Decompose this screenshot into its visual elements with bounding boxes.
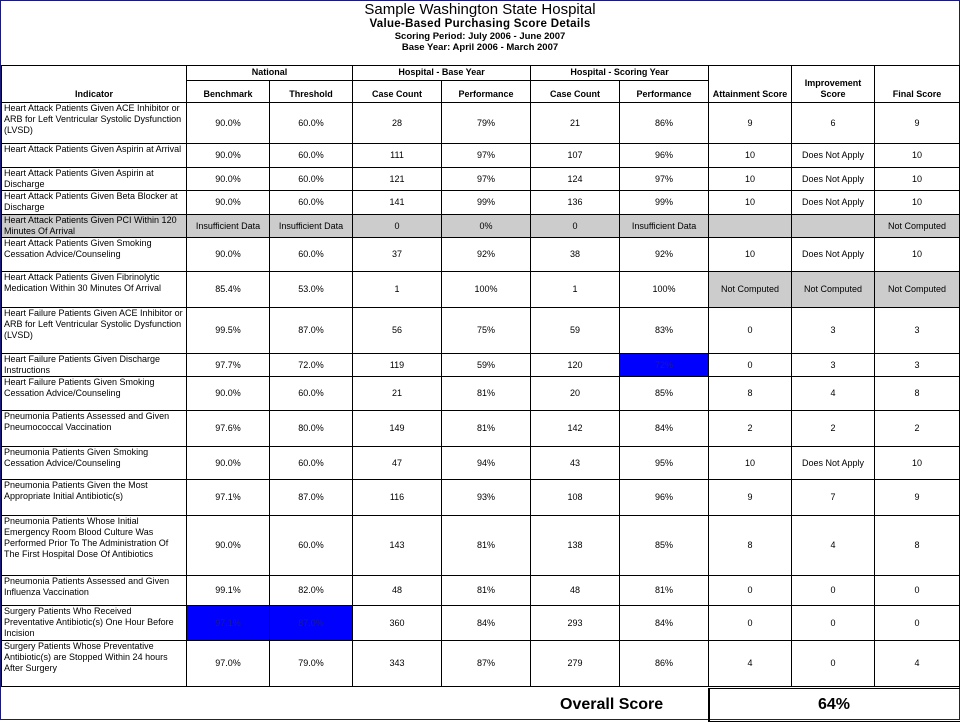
base-count-cell: 360 (353, 606, 442, 641)
scoring-performance-cell: 84% (620, 411, 709, 447)
final-score-cell: Not Computed (875, 272, 960, 308)
threshold-cell: 60.0% (270, 447, 353, 480)
scoring-performance-header: Performance (620, 81, 709, 103)
indicator-cell: Pneumonia Patients Whose Initial Emergency Room Blood Culture Was Performed Prior To The Administration Of The First Hospital Dose Of Antibiotics (2, 516, 187, 576)
improvement-cell: Does Not Apply (792, 168, 875, 191)
base-count-cell: 0 (353, 215, 442, 238)
table-row (2, 191, 960, 215)
scoring-performance-cell: 99% (620, 191, 709, 215)
final-score-cell: 10 (875, 144, 960, 168)
scoring-count-cell: 120 (531, 354, 620, 377)
attainment-score-header: Attainment Score (709, 66, 792, 103)
attainment-cell: 0 (709, 354, 792, 377)
hospital-scoring-year-header: Hospital - Scoring Year (531, 66, 709, 81)
indicator-cell: Surgery Patients Who Received Preventative Antibiotic(s) One Hour Before Incision (2, 606, 187, 641)
table-row (2, 411, 960, 447)
attainment-cell: 2 (709, 411, 792, 447)
improvement-cell: Does Not Apply (792, 447, 875, 480)
improvement-cell: 4 (792, 516, 875, 576)
scoring-count-cell: 43 (531, 447, 620, 480)
base-performance-cell: 81% (442, 576, 531, 606)
base-performance-cell: 99% (442, 191, 531, 215)
scoring-performance-cell: 86% (620, 641, 709, 687)
report-subtitle: Value-Based Purchasing Score Details (369, 18, 591, 30)
final-score-cell: 10 (875, 238, 960, 272)
table-row (2, 103, 960, 144)
improvement-cell (792, 215, 875, 238)
threshold-cell: 87.0% (270, 606, 353, 641)
scoring-count-cell: 138 (531, 516, 620, 576)
attainment-cell: 10 (709, 447, 792, 480)
base-count-cell: 121 (353, 168, 442, 191)
base-count-cell: 56 (353, 308, 442, 354)
threshold-cell: 82.0% (270, 576, 353, 606)
final-score-cell: 8 (875, 516, 960, 576)
scoring-performance-cell: 96% (620, 144, 709, 168)
scoring-period: Scoring Period: July 2006 - June 2007 (394, 31, 566, 42)
indicator-cell: Heart Failure Patients Given ACE Inhibitor or ARB for Left Ventricular Systolic Dysfunction (LVSD) (2, 308, 187, 354)
table-row (2, 447, 960, 480)
table-row (2, 215, 960, 238)
base-performance-cell: 0% (442, 215, 531, 238)
scoring-performance-cell: 85% (620, 377, 709, 411)
base-performance-cell: 93% (442, 480, 531, 516)
indicator-cell: Heart Attack Patients Given Beta Blocker at Discharge (2, 191, 187, 215)
scoring-count-cell: 59 (531, 308, 620, 354)
base-year: Base Year: April 2006 - March 2007 (401, 42, 559, 53)
threshold-cell: 87.0% (270, 480, 353, 516)
table-row (2, 308, 960, 354)
improvement-cell: 7 (792, 480, 875, 516)
indicator-cell: Heart Attack Patients Given Fibrinolytic Medication Within 30 Minutes Of Arrival (2, 272, 187, 308)
hospital-base-year-header: Hospital - Base Year (353, 66, 531, 81)
scoring-case-count-header: Case Count (531, 81, 620, 103)
base-performance-cell: 81% (442, 411, 531, 447)
base-performance-cell: 81% (442, 516, 531, 576)
score-table (1, 65, 960, 687)
scoring-count-cell: 279 (531, 641, 620, 687)
indicator-cell: Pneumonia Patients Given Smoking Cessation Advice/Counseling (2, 447, 187, 480)
indicator-cell: Heart Attack Patients Given ACE Inhibitor or ARB for Left Ventricular Systolic Dysfunction (LVSD) (2, 103, 187, 144)
base-count-cell: 143 (353, 516, 442, 576)
base-count-cell: 119 (353, 354, 442, 377)
improvement-cell: 3 (792, 308, 875, 354)
improvement-cell: 0 (792, 606, 875, 641)
final-score-cell: 8 (875, 377, 960, 411)
indicator-header: Indicator (2, 66, 187, 103)
scoring-performance-cell: 85% (620, 516, 709, 576)
benchmark-cell: 97.7% (187, 354, 270, 377)
final-score-cell: Not Computed (875, 215, 960, 238)
table-row (2, 516, 960, 576)
attainment-cell: 0 (709, 308, 792, 354)
base-case-count-header: Case Count (353, 81, 442, 103)
attainment-cell: 0 (709, 576, 792, 606)
threshold-cell: Insufficient Data (270, 215, 353, 238)
attainment-cell: 8 (709, 377, 792, 411)
improvement-cell: 6 (792, 103, 875, 144)
overall-score-value: 64% (817, 696, 851, 713)
improvement-cell: Does Not Apply (792, 238, 875, 272)
final-score-header: Final Score (875, 66, 960, 103)
overall-score-label: Overall Score (560, 696, 664, 713)
scoring-performance-cell: 100% (620, 272, 709, 308)
table-row (2, 606, 960, 641)
final-score-cell: 4 (875, 641, 960, 687)
scoring-performance-cell: 92% (620, 238, 709, 272)
threshold-cell: 79.0% (270, 641, 353, 687)
scoring-performance-cell: 96% (620, 480, 709, 516)
indicator-cell: Heart Attack Patients Given Aspirin at Arrival (2, 144, 187, 168)
base-count-cell: 37 (353, 238, 442, 272)
improvement-score-header: Improvement Score (792, 66, 875, 103)
threshold-header: Threshold (270, 81, 353, 103)
base-count-cell: 48 (353, 576, 442, 606)
scoring-count-cell: 38 (531, 238, 620, 272)
threshold-cell: 87.0% (270, 308, 353, 354)
base-performance-cell: 97% (442, 144, 531, 168)
indicator-cell: Heart Attack Patients Given Aspirin at Discharge (2, 168, 187, 191)
threshold-cell: 60.0% (270, 377, 353, 411)
indicator-cell: Heart Failure Patients Given Smoking Cessation Advice/Counseling (2, 377, 187, 411)
table-row (2, 576, 960, 606)
improvement-cell: Does Not Apply (792, 191, 875, 215)
threshold-cell: 60.0% (270, 191, 353, 215)
benchmark-cell: 90.0% (187, 144, 270, 168)
base-performance-cell: 75% (442, 308, 531, 354)
attainment-cell (709, 215, 792, 238)
base-performance-cell: 94% (442, 447, 531, 480)
base-performance-cell: 79% (442, 103, 531, 144)
indicator-cell: Pneumonia Patients Given the Most Appropriate Initial Antibiotic(s) (2, 480, 187, 516)
attainment-cell: 10 (709, 238, 792, 272)
national-header: National (187, 66, 353, 81)
threshold-cell: 80.0% (270, 411, 353, 447)
improvement-cell: 3 (792, 354, 875, 377)
benchmark-cell: 97.0% (187, 641, 270, 687)
benchmark-header: Benchmark (187, 81, 270, 103)
improvement-cell: Does Not Apply (792, 144, 875, 168)
table-row (2, 168, 960, 191)
final-score-cell: 0 (875, 576, 960, 606)
base-count-cell: 141 (353, 191, 442, 215)
base-performance-cell: 59% (442, 354, 531, 377)
base-performance-cell: 97% (442, 168, 531, 191)
attainment-cell: 10 (709, 144, 792, 168)
scoring-count-cell: 124 (531, 168, 620, 191)
threshold-cell: 60.0% (270, 103, 353, 144)
base-count-cell: 111 (353, 144, 442, 168)
indicator-cell: Heart Attack Patients Given PCI Within 120 Minutes Of Arrival (2, 215, 187, 238)
base-performance-header: Performance (442, 81, 531, 103)
scoring-count-cell: 1 (531, 272, 620, 308)
attainment-cell: 10 (709, 168, 792, 191)
scoring-count-cell: 21 (531, 103, 620, 144)
scoring-count-cell: 20 (531, 377, 620, 411)
table-row (2, 354, 960, 377)
attainment-cell: 9 (709, 480, 792, 516)
scoring-performance-cell: 81% (620, 576, 709, 606)
benchmark-cell: 97.1% (187, 606, 270, 641)
benchmark-cell: 90.0% (187, 377, 270, 411)
benchmark-cell: 90.0% (187, 103, 270, 144)
improvement-cell: 0 (792, 641, 875, 687)
improvement-cell: 2 (792, 411, 875, 447)
benchmark-cell: 90.0% (187, 168, 270, 191)
indicator-cell: Pneumonia Patients Assessed and Given Pneumococcal Vaccination (2, 411, 187, 447)
final-score-cell: 0 (875, 606, 960, 641)
base-count-cell: 28 (353, 103, 442, 144)
base-performance-cell: 81% (442, 377, 531, 411)
indicator-cell: Heart Attack Patients Given Smoking Cessation Advice/Counseling (2, 238, 187, 272)
final-score-cell: 3 (875, 354, 960, 377)
benchmark-cell: 90.0% (187, 516, 270, 576)
improvement-cell: 4 (792, 377, 875, 411)
scoring-performance-cell: 95% (620, 447, 709, 480)
benchmark-cell: 90.0% (187, 238, 270, 272)
base-performance-cell: 87% (442, 641, 531, 687)
benchmark-cell: 90.0% (187, 447, 270, 480)
table-row (2, 641, 960, 687)
base-performance-cell: 84% (442, 606, 531, 641)
threshold-cell: 60.0% (270, 144, 353, 168)
final-score-cell: 10 (875, 191, 960, 215)
benchmark-cell: 90.0% (187, 191, 270, 215)
attainment-cell: 10 (709, 191, 792, 215)
benchmark-cell: 85.4% (187, 272, 270, 308)
attainment-cell: 0 (709, 606, 792, 641)
final-score-cell: 2 (875, 411, 960, 447)
improvement-cell: 0 (792, 576, 875, 606)
indicator-cell: Surgery Patients Whose Preventative Antibiotic(s) are Stopped Within 24 hours After Surgery (2, 641, 187, 687)
base-count-cell: 47 (353, 447, 442, 480)
benchmark-cell: 97.1% (187, 480, 270, 516)
table-row (2, 480, 960, 516)
final-score-cell: 9 (875, 103, 960, 144)
attainment-cell: Not Computed (709, 272, 792, 308)
base-count-cell: 343 (353, 641, 442, 687)
final-score-cell: 10 (875, 447, 960, 480)
threshold-cell: 60.0% (270, 168, 353, 191)
scoring-count-cell: 48 (531, 576, 620, 606)
overall-score-footer (0, 686, 960, 720)
scoring-performance-cell: 97% (620, 168, 709, 191)
attainment-cell: 4 (709, 641, 792, 687)
table-row (2, 377, 960, 411)
base-count-cell: 1 (353, 272, 442, 308)
table-row (2, 272, 960, 308)
scoring-performance-cell: 72% (620, 354, 709, 377)
threshold-cell: 72.0% (270, 354, 353, 377)
benchmark-cell: Insufficient Data (187, 215, 270, 238)
scoring-performance-cell: 83% (620, 308, 709, 354)
report-header (0, 0, 960, 64)
indicator-cell: Pneumonia Patients Assessed and Given Influenza Vaccination (2, 576, 187, 606)
final-score-cell: 10 (875, 168, 960, 191)
threshold-cell: 53.0% (270, 272, 353, 308)
scoring-count-cell: 293 (531, 606, 620, 641)
base-count-cell: 149 (353, 411, 442, 447)
report-title: Sample Washington State Hospital (364, 1, 596, 18)
scoring-count-cell: 142 (531, 411, 620, 447)
improvement-cell: Not Computed (792, 272, 875, 308)
base-count-cell: 21 (353, 377, 442, 411)
benchmark-cell: 97.6% (187, 411, 270, 447)
attainment-cell: 8 (709, 516, 792, 576)
benchmark-cell: 99.1% (187, 576, 270, 606)
table-row (2, 144, 960, 168)
final-score-cell: 9 (875, 480, 960, 516)
scoring-count-cell: 0 (531, 215, 620, 238)
final-score-cell: 3 (875, 308, 960, 354)
attainment-cell: 9 (709, 103, 792, 144)
scoring-performance-cell: 84% (620, 606, 709, 641)
threshold-cell: 60.0% (270, 516, 353, 576)
base-count-cell: 116 (353, 480, 442, 516)
scoring-count-cell: 107 (531, 144, 620, 168)
scoring-count-cell: 136 (531, 191, 620, 215)
benchmark-cell: 99.5% (187, 308, 270, 354)
base-performance-cell: 100% (442, 272, 531, 308)
scoring-performance-cell: 86% (620, 103, 709, 144)
threshold-cell: 60.0% (270, 238, 353, 272)
scoring-count-cell: 108 (531, 480, 620, 516)
scoring-performance-cell: Insufficient Data (620, 215, 709, 238)
base-performance-cell: 92% (442, 238, 531, 272)
indicator-cell: Heart Failure Patients Given Discharge Instructions (2, 354, 187, 377)
table-row (2, 238, 960, 272)
